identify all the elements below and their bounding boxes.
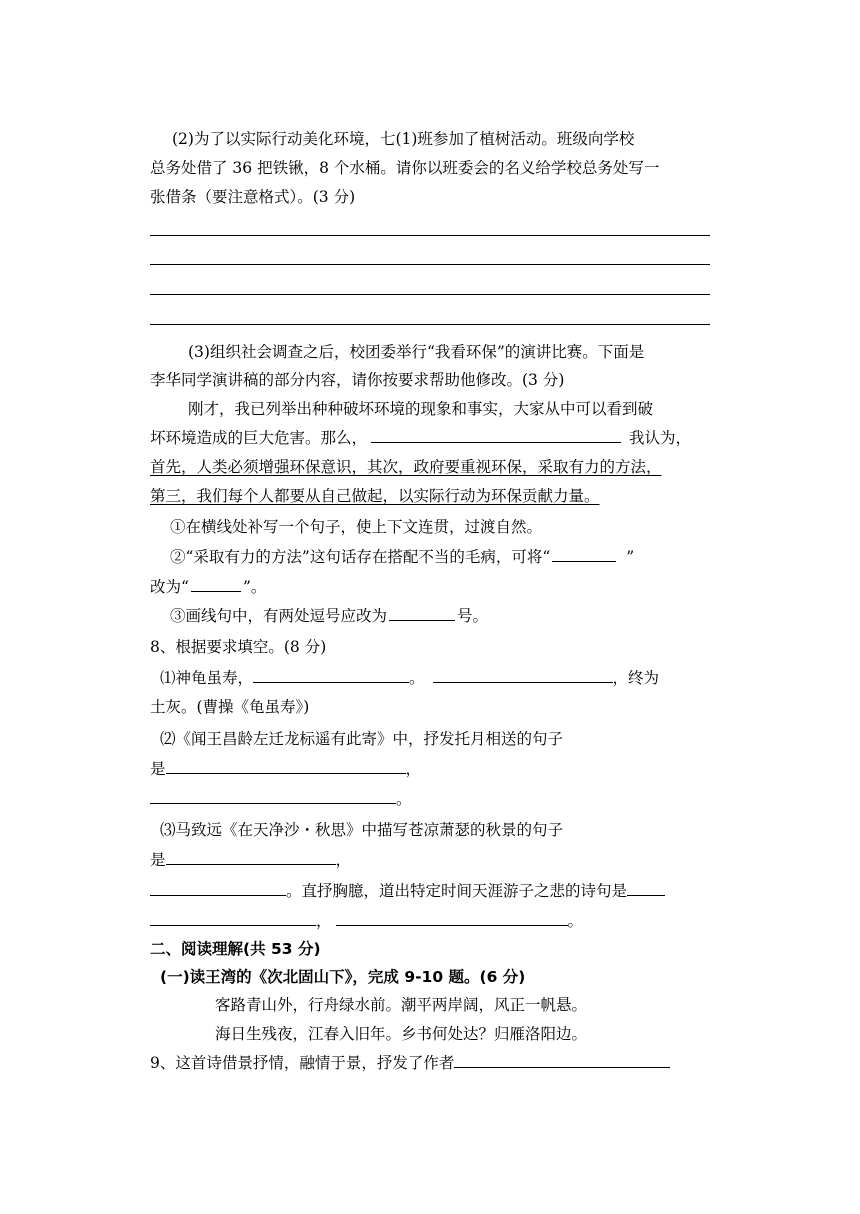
q2-line1: (2)为了以实际行动美化环境，七(1)班参加了植树活动。班级向学校 <box>172 130 635 148</box>
sub3-text: ③画线句中，有两处逗号应改为 <box>170 607 388 625</box>
q8-text: 是 <box>150 851 166 869</box>
q8-part3: ⑶马致远《在天净沙・秋思》中描写苍凉萧瑟的秋景的句子 <box>160 821 564 839</box>
q8-part2-answer2 <box>150 788 412 810</box>
underlined-sentence-line1: 首先，人类必须增强环保意识，其次，政府要重视环保，采取有力的方法， <box>150 458 662 476</box>
section-heading: 二、阅读理解(共 53 分) <box>150 940 321 958</box>
q3-sub1: ①在横线处补写一个句子，使上下文连贯，过渡自然。 <box>170 518 543 536</box>
fill-blank[interactable] <box>166 759 406 774</box>
q8-text: ， <box>316 912 332 930</box>
q8-part2: ⑵《闻王昌龄左迁龙标遥有此寄》中，抒发托月相送的句子 <box>160 730 564 748</box>
sub2-quote: ” <box>626 548 635 566</box>
fill-blank[interactable] <box>371 428 621 443</box>
q8-text: 。 <box>396 790 412 808</box>
sub2-text: 改为“ <box>150 578 189 596</box>
sub2-text: ”。 <box>242 578 267 596</box>
fill-blank[interactable] <box>191 577 241 592</box>
speech-paragraph-line1: 刚才，我已列举出种种破坏环境的现象和事实，大家从中可以看到破 <box>188 400 654 418</box>
answer-line[interactable] <box>150 294 710 295</box>
q2-line2: 总务处借了 36 把铁锹，8 个水桶。请你以班委会的名义给学校总务处写一 <box>150 159 660 177</box>
speech-text: 坏环境造成的巨大危害。那么， <box>150 429 368 447</box>
q8-text: ，终为 <box>612 669 660 687</box>
fill-blank[interactable] <box>150 881 286 896</box>
fill-blank[interactable] <box>627 881 665 896</box>
q3-sub3 <box>170 605 488 627</box>
q9 <box>150 1052 670 1074</box>
q3-line2: 李华同学演讲稿的部分内容，请你按要求帮助他修改。(3 分) <box>150 371 565 389</box>
q8-text: 。 <box>409 669 425 687</box>
underlined-sentence-line2: 第三，我们每个人都要从自己做起，以实际行动为环保贡献力量。 <box>150 487 600 505</box>
fill-blank[interactable] <box>166 850 336 865</box>
q3-sub2 <box>170 546 634 568</box>
answer-line[interactable] <box>150 235 710 236</box>
sub3-text: 号。 <box>457 607 489 625</box>
q8-part2-answer <box>150 758 421 780</box>
fill-blank[interactable] <box>552 547 616 562</box>
fill-blank[interactable] <box>336 911 568 926</box>
fill-blank[interactable] <box>454 1053 670 1068</box>
answer-line[interactable] <box>150 324 710 325</box>
q8-text: ⑴神龟虽寿， <box>160 669 254 687</box>
fill-blank[interactable] <box>150 911 316 926</box>
q8-text: ， <box>335 851 352 869</box>
q2-line3: 张借条（要注意格式）。(3 分) <box>150 188 356 206</box>
sub2-text: ②“采取有力的方法”这句话存在搭配不当的毛病，可将“ <box>170 548 551 566</box>
q3-sub2-cont <box>150 576 266 598</box>
q8-part3-answer3 <box>150 910 583 932</box>
q8-part3-answer2 <box>150 880 665 902</box>
answer-line[interactable] <box>150 264 710 265</box>
q9-text: 9、这首诗借景抒情，融情于景，抒发了作者 <box>150 1054 455 1072</box>
q8-title: 8、根据要求填空。(8 分) <box>150 638 327 656</box>
q8-text: 。直抒胸臆，道出特定时间天涯游子之悲的诗句是 <box>286 882 628 900</box>
q8-text: 。 <box>567 912 584 930</box>
poem-line2: 海日生残夜，江春入旧年。乡书何处达？归雁洛阳边。 <box>215 1025 588 1043</box>
subsection-heading: (一)读王湾的《次北固山下》，完成 9-10 题。(6 分) <box>160 968 526 986</box>
q8-text: 是 <box>150 760 166 778</box>
q8-part1 <box>160 667 659 689</box>
fill-blank[interactable] <box>150 789 396 804</box>
speech-text: 我认为， <box>629 429 692 447</box>
q8-part1-source: 土灰。(曹操《龟虽寿》) <box>150 698 310 716</box>
q8-text: ， <box>405 760 422 778</box>
fill-blank[interactable] <box>253 668 409 683</box>
poem-line1: 客路青山外，行舟绿水前。潮平两岸阔，风正一帆悬。 <box>215 996 588 1014</box>
speech-paragraph-line2 <box>150 427 691 449</box>
q3-line1: (3)组织社会调查之后，校团委举行“我看环保”的演讲比赛。下面是 <box>188 343 645 361</box>
fill-blank[interactable] <box>433 668 613 683</box>
q8-part3-answer <box>150 849 351 871</box>
fill-blank[interactable] <box>389 606 455 621</box>
